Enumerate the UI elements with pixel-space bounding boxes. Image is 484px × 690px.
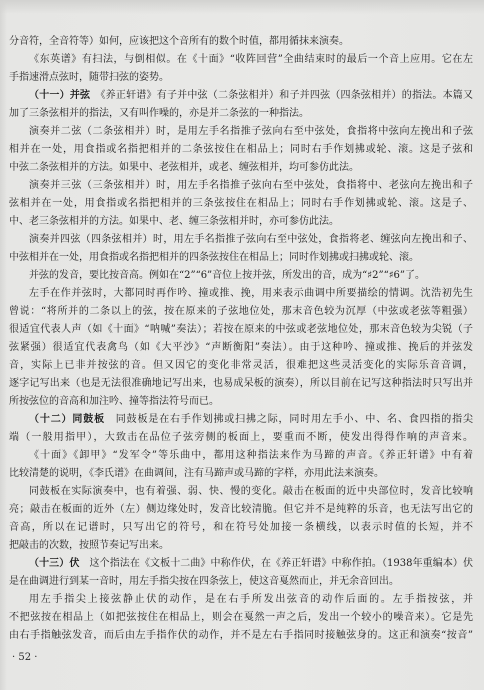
section-line (9, 87, 473, 105)
text-line: 加了三条弦相并的指法，又有叫作噪的，亦是并二条弦的一种指法。 (9, 108, 309, 119)
text-line: 相并在一处，用食指或名指把相并的二条弦按住在相品上；同时右手作划拂或轮、滚。这是子弦和 (9, 144, 473, 155)
text-line: 分音符，全音符等）如何，应该把这个音所有的数个时值，都用循抹来演奏。 (9, 36, 349, 47)
text-body (9, 33, 473, 645)
section-line (9, 555, 473, 573)
text-line: 由右手指触弦发音，而后由左手指作伏的动作，并不是左右手指同时接触弦身的。这正和演奏“按音” (9, 630, 473, 641)
text-line: 手指速滑点弦时，随带扫弦的姿势。 (9, 72, 169, 83)
section-line (9, 411, 473, 429)
text-line: 中、老三条弦相并的方法。如果中、老、缠三条弦相并时，亦可参仿此法。 (9, 216, 339, 227)
text-line: 《东英谱》有扫法，与倒相似。在《十面》“收阵回营”全曲结束时的最后一个音上应用。它在左 (29, 54, 473, 65)
text-line: 《十面》《卸甲》“发军令”等乐曲中，都用这种指法来作为马蹄的声音。《养正轩谱》中有着 (29, 450, 473, 461)
text-line: 中弦二条弦相并的方法。如果中、老弦相并，或老、缠弦相并，均可参仿此法。 (9, 162, 359, 173)
text-line: 并弦的发音，要比按音高。例如在“2”“6”音位上按并弦，所发出的音，成为“♯2”“♯6”了。 (29, 270, 426, 281)
text-line: 同鼓板在实际演奏中，也有着强、弱、快、慢的变化。敲击在板面的近中央部位时，发音比较响 (29, 486, 473, 497)
text-line: 比较清楚的说明，《李氏谱》在曲调间，注有马蹄声或马蹄的字样，亦用此法来演奏。 (9, 468, 384, 479)
text-line: 中弦相并在一处，用食指或名指把相并的四条弦按住在相品上；同时作划拂或扫拂或轮、滚。 (9, 252, 419, 263)
text-line: 音高，所以在记谱时，只写出它的符号，和在符号处加接一条横线，以表示时值的长短，并不 (9, 522, 473, 533)
text-line: 同鼓板是在右手作划拂或扫拂之际，同时用左手小、中、名、食四指的指尖 (104, 414, 473, 425)
text-line: 端（一般用指甲），大致击在品位子弦旁侧的板面上，要重而不断，使发出得得作响的声音来。 (9, 432, 473, 443)
page-number: · 52 · (12, 652, 38, 663)
text-line: 亮；敲击在板面的近外（左）侧边缘处时，发音比较清脆。但它并不是纯粹的乐音，也无法写出它的 (9, 504, 473, 515)
section-heading: （十一）并弦 (29, 90, 91, 101)
text-line: 很适宜代表人声（如《十面》“呐喊”奏法）；若按在原来的中弦或老弦地位处，那末音色较为尖锐（子 (9, 324, 473, 335)
text-line: 是在曲调进行到某一音时，用左手指尖按在四条弦上，使这音戛然而止，并无余音回出。 (9, 576, 399, 587)
section-heading: （十二）同鼓板 (29, 414, 105, 425)
text-line: 所按弦位的音高和加注吟、撞等指法符号而已。 (9, 396, 219, 407)
text-line: 弦相并在一处，用食指或名指把相并的三条弦按住在相品上；同时右手作划拂或轮、滚。这是子、 (9, 198, 473, 209)
text-line: 《养正轩谱》有子并中弦（二条弦相并）和子并四弦（四条弦相并）的指法。本篇又 (90, 90, 473, 101)
text-line: 逐字记写出来（也是无法很准确地记写出来，也易成呆板的演奏），所以目前在记写这种指法时只写出并 (9, 378, 473, 389)
text-line: 这个指法在《文板十二曲》中称作伏，在《养正轩谱》中称作拍。（1938年重编本）伏 (79, 558, 473, 569)
section-heading: （十三）伏 (29, 558, 80, 569)
text-line: 用左手指尖上接弦静止伏的动作，是在右手所发出弦音的动作后面的。左手指按弦，并 (29, 594, 473, 605)
text-line: 演奏并二弦（二条弦相并）时，是用左手名指推子弦向右至中弦处，食指将中弦向左挽出和子弦 (29, 126, 473, 137)
text-line: 弦紧强）很适宜代表禽鸟（如《大平沙》“声断衡阳”奏法）。由于这种吟、撞或推、挽后的并弦发 (9, 342, 473, 353)
text-line: 左手在作并弦时，大都同时再作吟、撞或推、挽，用来表示曲调中所要描绘的情调。沈浩初先生 (29, 288, 473, 299)
text-line: 不把弦按在相品上（如把弦按住在相品上，则会在戛然一声之后，发出一个较小的噪音来）。它是先 (9, 612, 473, 623)
text-line: 把敲击的次数，按照节奏记写出来。 (9, 540, 169, 551)
text-line: 音，实际上已非并按弦的音。但又因它的变化非常灵活，很难把这些灵活变化的实际乐音音调， (9, 360, 473, 371)
text-line: 演奏并三弦（三条弦相并）时，用左手名指推子弦向右至中弦处，食指将中、老弦向左挽出和子 (29, 180, 473, 191)
text-line: 演奏并四弦（四条弦相并）时，用左手名指推子弦向右至中弦处，食指将老、缠弦向左挽出和子、 (29, 234, 473, 245)
text-line: 曾说：“将所并的二条以上的弦，按在原来的子弦地位处，那末音色较为沉厚（中弦或老弦等粗强） (9, 306, 473, 317)
